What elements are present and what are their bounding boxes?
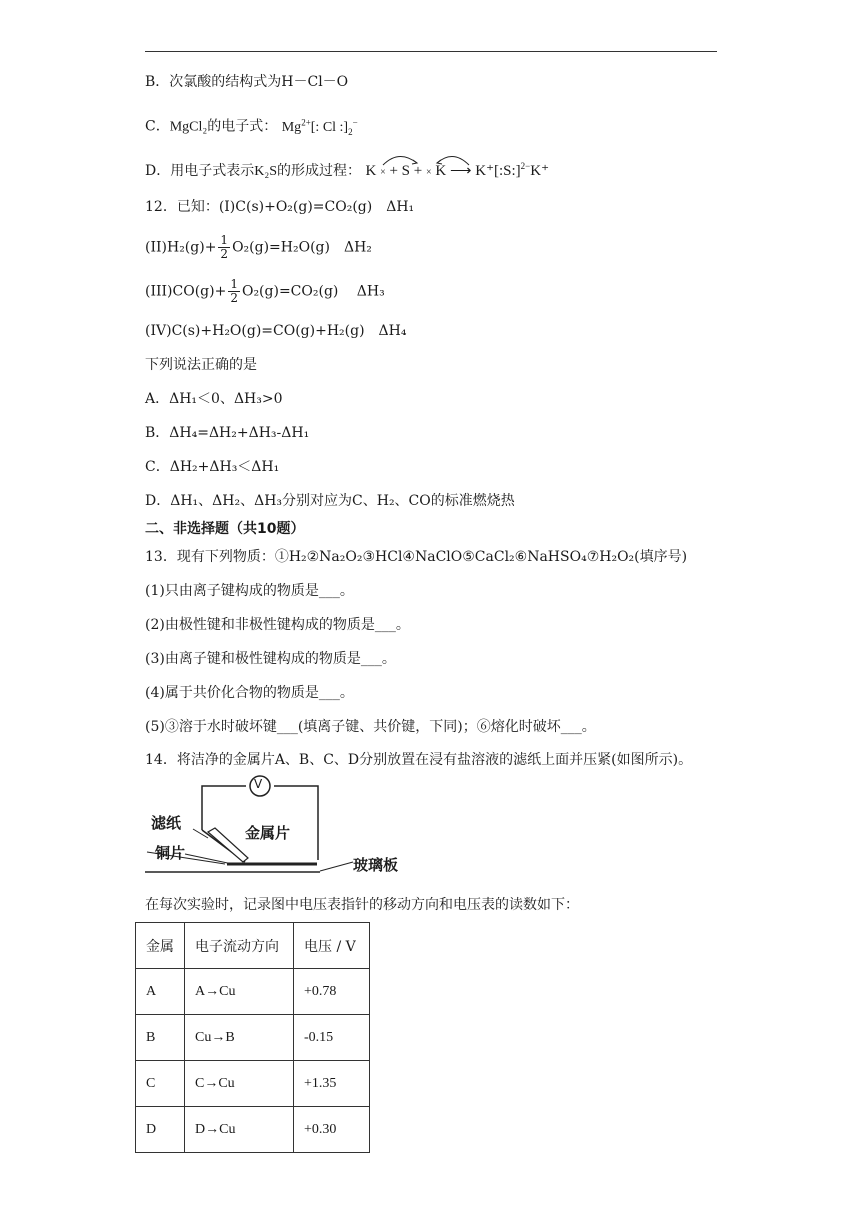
q12-iii-right: O₂(g)=CO₂(g) ΔH₃ — [241, 283, 385, 300]
question-13-stem: 13．现有下列物质：①H₂②Na₂O₂③HCl④NaClO⑤CaCl₂⑥NaHSO₄⑦H₂O₂(填序号) — [145, 549, 688, 565]
table-cell: Cu→B — [185, 1015, 294, 1061]
product-charge: 2− — [520, 161, 531, 171]
frac-den: 2 — [230, 291, 238, 305]
frac-den: 2 — [220, 247, 229, 261]
question-14-stem: 14．将洁净的金属片A、B、C、D分别放置在浸有盐溶液的滤纸上面并压紧(如图所示)。 — [145, 752, 693, 768]
k2s-formation-process — [365, 163, 549, 179]
cl-subscript: 2 — [348, 126, 353, 137]
q12-equation-iv: (IV)C(s)+H₂O(g)=CO(g)+H₂(g) ΔH₄ — [145, 323, 407, 339]
q13-part-2: (2)由极性键和非极性键构成的物质是___。 — [145, 617, 410, 633]
table-cell: -0.15 — [294, 1015, 370, 1061]
table-cell: +0.30 — [294, 1107, 370, 1153]
q12-question: 下列说法正确的是 — [145, 357, 257, 373]
option-c-mgcl2 — [145, 112, 358, 141]
table-header-cell: 电子流动方向 — [185, 923, 294, 969]
mg-symbol: Mg — [281, 119, 302, 135]
table-row — [136, 1061, 370, 1107]
q12-equation-ii — [145, 234, 372, 261]
frac-num: 1 — [220, 233, 229, 247]
option-d-text: 的形成过程： — [277, 163, 362, 179]
table-row — [136, 1107, 370, 1153]
header-rule — [145, 51, 717, 52]
table-cell: B — [136, 1015, 185, 1061]
q13-part-5: (5)③溶于水时破坏键___(填离子键、共价键，下同)；⑥熔化时破坏___。 — [145, 719, 596, 735]
mgcl2-electron-formula — [281, 117, 358, 137]
k-electron-right: × — [425, 167, 432, 178]
q12-option-c: C．ΔH₂+ΔH₃＜ΔH₁ — [145, 459, 280, 475]
option-b-hclo: B．次氯酸的结构式为H－Cl－O — [145, 74, 349, 90]
q12-ii-left: (II)H₂(g)+ — [145, 239, 217, 256]
apparatus-drawing — [145, 772, 455, 882]
label-filter-paper: 滤纸 — [151, 814, 182, 832]
s-atom: S — [401, 163, 411, 179]
table-row — [136, 969, 370, 1015]
product-sulfide: [:S:] — [493, 163, 521, 179]
k-atom-left: K — [365, 163, 377, 179]
product-k-left: K⁺ — [475, 163, 494, 179]
mg-charge: 2+ — [301, 117, 311, 127]
option-c-prefix: C． — [145, 118, 170, 135]
product-k-right: K⁺ — [530, 163, 549, 179]
q14-after-figure: 在每次实验时，记录图中电压表指针的移动方向和电压表的读数如下： — [145, 897, 579, 913]
voltmeter-label: V — [254, 777, 263, 791]
k-atom-right: K — [435, 163, 447, 179]
reaction-arrow: ⟶ — [449, 163, 472, 179]
q13-part-1: (1)只由离子键构成的物质是___。 — [145, 583, 354, 599]
voltage-table — [135, 922, 370, 1153]
k-electron-left: × — [380, 167, 386, 178]
q12-ii-right: O₂(g)=H₂O(g) ΔH₂ — [232, 239, 372, 256]
label-metal-sheet: 金属片 — [245, 824, 291, 842]
fraction-half — [228, 278, 240, 305]
table-cell: A — [136, 969, 185, 1015]
plus-left: + — [389, 163, 398, 179]
frac-num: 1 — [230, 277, 238, 291]
fraction-half — [218, 234, 230, 261]
label-glass-plate: 玻璃板 — [353, 856, 399, 874]
table-cell: A→Cu — [185, 969, 294, 1015]
table-header-cell: 金属 — [136, 923, 185, 969]
option-d-formula: K₂S — [254, 164, 278, 179]
section-heading: 二、非选择题（共10题） — [145, 521, 305, 537]
table-cell: C→Cu — [185, 1061, 294, 1107]
table-header-row — [136, 923, 370, 969]
option-c-formula: MgCl₂ — [169, 119, 208, 135]
apparatus-figure — [145, 772, 455, 882]
question-12-stem: 12．已知：(I)C(s)+O₂(g)=CO₂(g) ΔH₁ — [145, 199, 415, 215]
table-cell: +0.78 — [294, 969, 370, 1015]
cl-charge: − — [352, 117, 358, 127]
q12-equation-iii — [145, 278, 385, 305]
table-cell: +1.35 — [294, 1061, 370, 1107]
cl-bracket: [: Cl :] — [310, 119, 349, 135]
electron-transfer-arrows — [379, 151, 489, 167]
option-d-prefix: D．用电子式表示 — [145, 163, 255, 179]
option-d-k2s — [145, 156, 549, 183]
table-cell: D→Cu — [185, 1107, 294, 1153]
q12-option-b: B．ΔH₄=ΔH₂+ΔH₃-ΔH₁ — [145, 425, 310, 441]
plus-right: + — [413, 163, 423, 179]
label-copper-sheet: 铜片 — [155, 844, 186, 862]
table-row — [136, 1015, 370, 1061]
table-header-cell: 电压 / V — [294, 923, 370, 969]
q12-iii-left: (III)CO(g)+ — [145, 283, 227, 300]
table-cell: C — [136, 1061, 185, 1107]
option-c-text: 的电子式： — [207, 118, 278, 135]
table-cell: D — [136, 1107, 185, 1153]
q13-part-3: (3)由离子键和极性键构成的物质是___。 — [145, 651, 396, 667]
q13-part-4: (4)属于共价化合物的物质是___。 — [145, 685, 354, 701]
q12-option-a: A．ΔH₁＜0、ΔH₃>0 — [145, 391, 283, 407]
q12-option-d: D．ΔH₁、ΔH₂、ΔH₃分别对应为C、H₂、CO的标准燃烧热 — [145, 493, 515, 509]
